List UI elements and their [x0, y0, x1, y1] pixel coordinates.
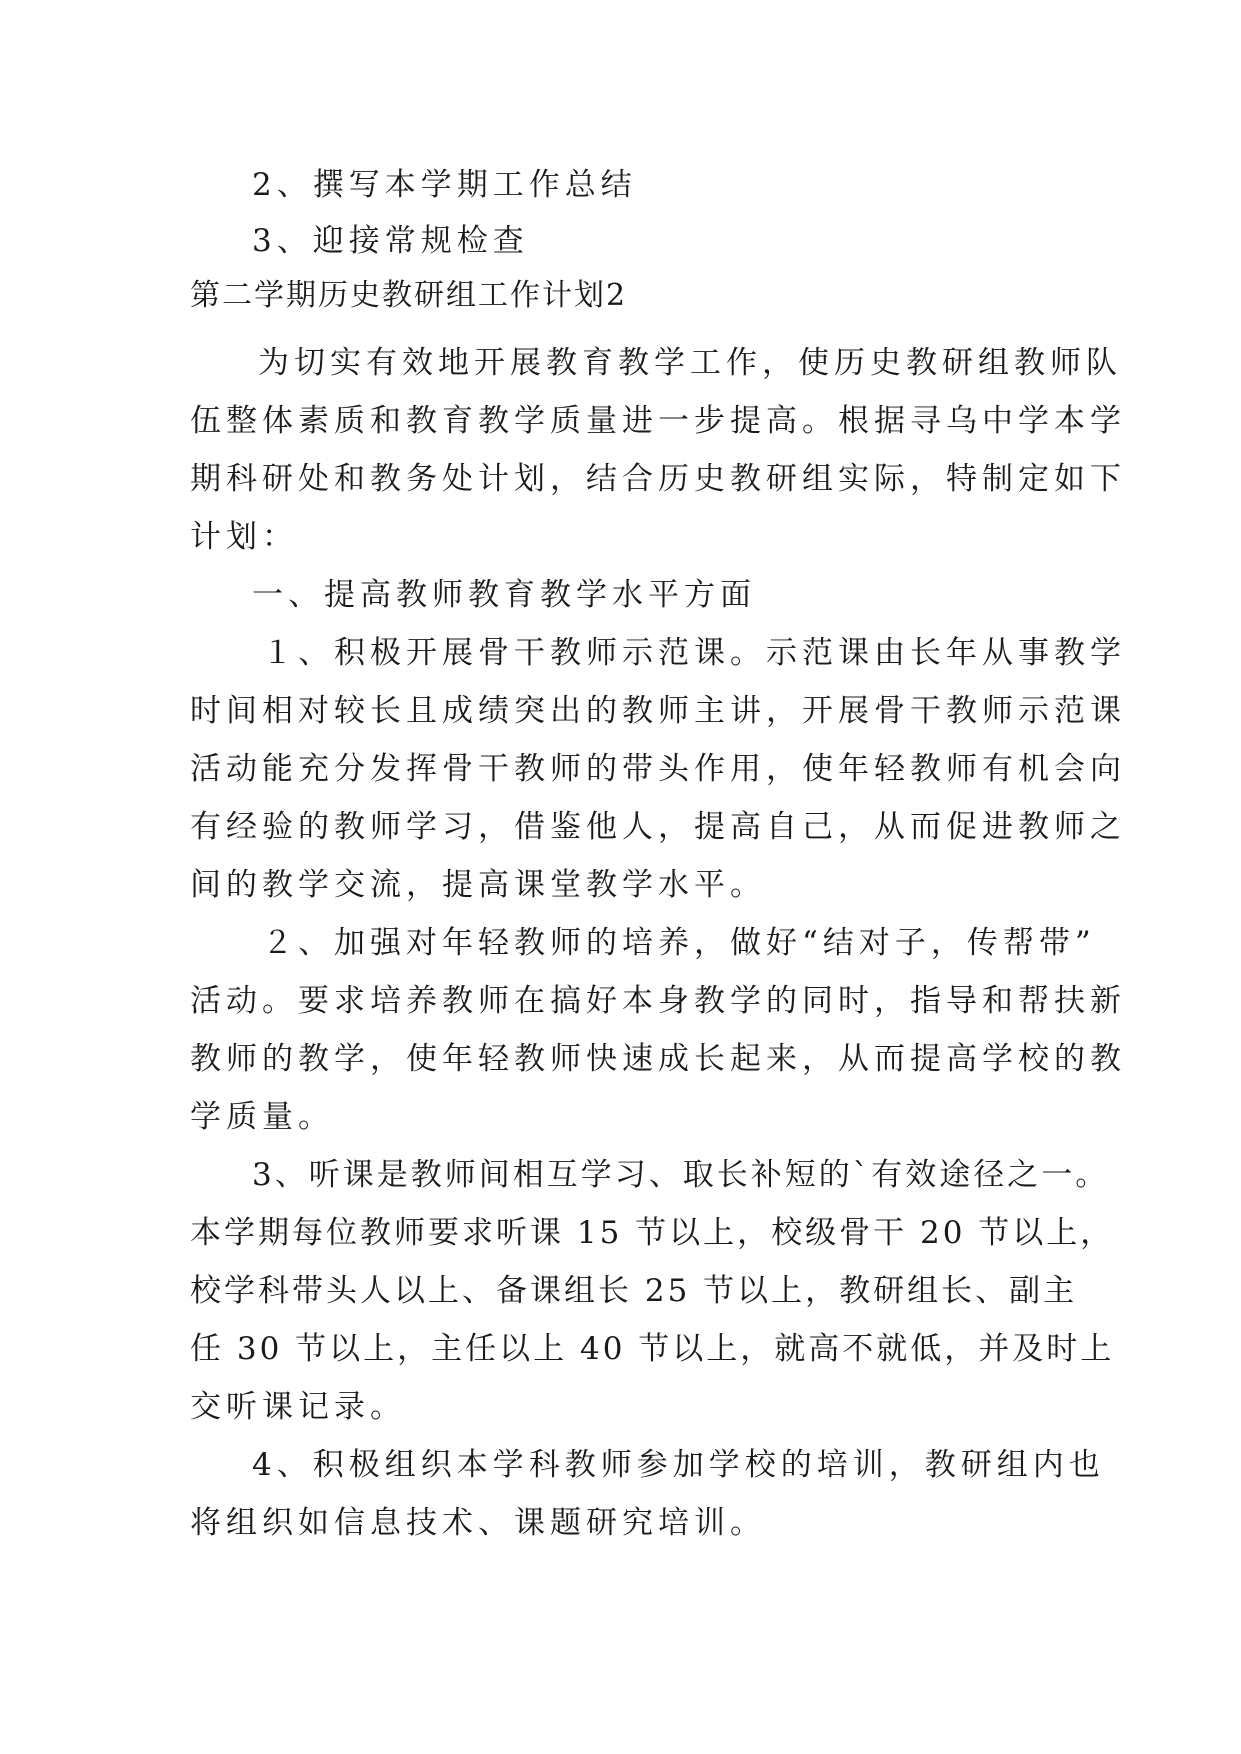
- paragraph-3-line: 3、听课是教师间相互学习、取长补短的`有效途径之一。: [252, 1157, 1110, 1193]
- paragraph-1-line: 间的教学交流，提高课堂教学水平。: [190, 867, 766, 903]
- intro-paragraph-line: 期科研处和教务处计划，结合历史教研组实际，特制定如下: [190, 461, 1126, 497]
- intro-paragraph-line: 计划：: [190, 519, 298, 555]
- paragraph-2-line: ２、加强对年轻教师的培养，做好“结对子，传帮带”: [262, 925, 1096, 961]
- paragraph-4-line: 将组织如信息技术、课题研究培训。: [190, 1505, 766, 1541]
- paragraph-2-line: 学质量。: [190, 1099, 334, 1135]
- paragraph-3-line: 本学期每位教师要求听课 15 节以上，校级骨干 20 节以上，: [190, 1215, 1115, 1251]
- intro-paragraph-line: 为切实有效地开展教育教学工作，使历史教研组教师队: [258, 345, 1122, 381]
- list-item-2-summary: 2、撰写本学期工作总结: [252, 167, 637, 203]
- paragraph-1-line: 时间相对较长且成绩突出的教师主讲，开展骨干教师示范课: [190, 693, 1126, 729]
- intro-paragraph-line: 伍整体素质和教育教学质量进一步提高。根据寻乌中学本学: [190, 403, 1126, 439]
- paragraph-2-line: 活动。要求培养教师在搞好本身教学的同时，指导和帮扶新: [190, 983, 1126, 1019]
- paragraph-1-line: １、积极开展骨干教师示范课。示范课由长年从事教学: [262, 635, 1126, 671]
- subsection-heading: 一、提高教师教育教学水平方面: [252, 577, 756, 613]
- paragraph-2-line: 教师的教学，使年轻教师快速成长起来，从而提高学校的教: [190, 1041, 1126, 1077]
- paragraph-1-line: 活动能充分发挥骨干教师的带头作用，使年轻教师有机会向: [190, 751, 1126, 787]
- list-item-3-inspection: 3、迎接常规检查: [252, 223, 529, 259]
- paragraph-3-line: 交听课记录。: [190, 1389, 406, 1425]
- paragraph-3-line: 校学科带头人以上、备课组长 25 节以上，教研组长、副主: [190, 1273, 1078, 1309]
- paragraph-1-line: 有经验的教师学习，借鉴他人，提高自己，从而促进教师之: [190, 809, 1126, 845]
- section-heading: 第二学期历史教研组工作计划2: [190, 278, 628, 313]
- paragraph-4-line: 4、积极组织本学科教师参加学校的培训，教研组内也: [252, 1447, 1105, 1483]
- paragraph-3-line: 任 30 节以上，主任以上 40 节以上，就高不就低，并及时上: [190, 1331, 1115, 1367]
